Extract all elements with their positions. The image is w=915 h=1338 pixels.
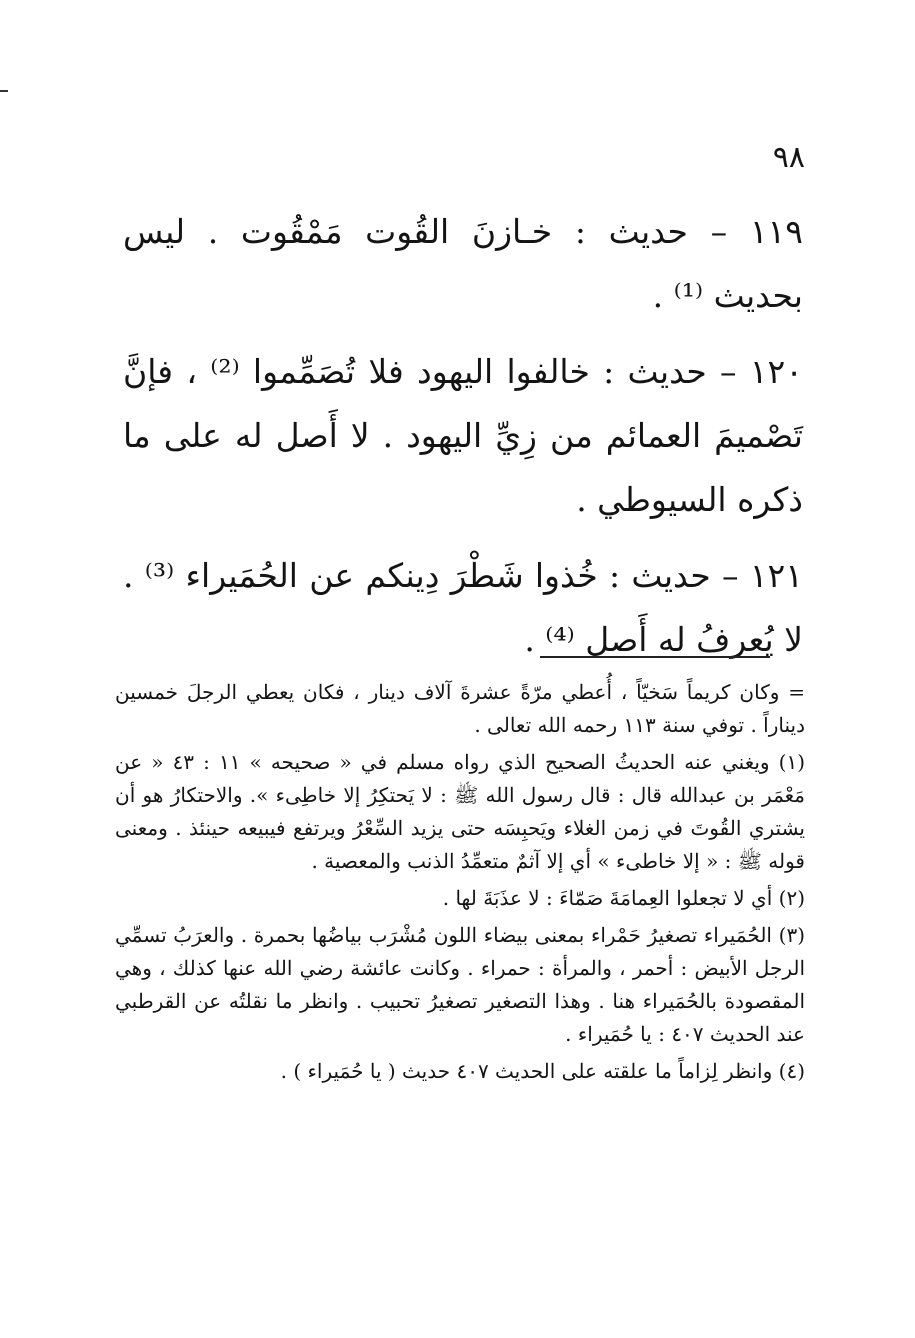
footnote-separator [540, 656, 770, 658]
footnote-4: (٤) وانظر لِزاماً ما علقته على الحديث ٤٠٧ حديث ( يا حُمَيراء ) . [280, 1059, 805, 1083]
entry-120: ١٢٠ – حديث : خالفوا اليهود فلا تُصَمِّموا ⁽²⁾ ، فإنَّ تَصْميمَ العمائم من زِيِّ اليهود . لا أَصل له على ما ذكره السيوطي . [123, 352, 803, 519]
entry-121: ١٢١ – حديث : خُذوا شَطْرَ دِينكم عن الحُمَيراء ⁽³⁾ . لا يُعرفُ له أَصل ⁽⁴⁾ . [123, 556, 803, 659]
hadith-entries [123, 200, 803, 684]
page-number: ٩٨ [772, 140, 805, 175]
footnote-3: (٣) الحُمَيراء تصغيرُ حَمْراء بمعنى بيضاء اللون مُشْرَب بياضُها بحمرة . والعرَبُ تسمِّي الرجل الأبيض : أحمر ، والمرأة : حمراء . وكانت عائشة رضي الله عنها كذلك ، وهي المقصودة بالحُمَيراء هنا . وهذا التصغير تصغيرُ تحبيب . وانظر ما نقلتُه عن القرطبي عند الحديث ٤٠٧ : يا حُمَيراء . [115, 923, 805, 1046]
footnote-continuation: = وكان كريماً سَخيّاً ، أُعطي مرّةً عشرةَ آلاف دينار ، فكان يعطي الرجلَ خمسين ديناراً . توفي سنة ١١٣ رحمه الله تعالى . [115, 680, 805, 737]
footnote-1: (١) ويغني عنه الحديثُ الصحيح الذي رواه مسلم في « صحيحه » ١١ : ٤٣ « عن مَعْمَر بن عبدالله قال : قال رسول الله ﷺ : لا يَحتكِرُ إلا خاطِىء ». والاحتكارُ هو أن يشتري القُوتَ في زمن الغلاء ويَحبِسَه حتى يزيد السِّعْرُ ويرتفع فيبيعه حينئذ . ومعنى قوله ﷺ : « إلا خاطىء » أي إلا آثمٌ متعمِّدُ الذنب والمعصية . [115, 750, 806, 873]
entry-119: ١١٩ – حديث : خـازنَ القُوت مَمْقُوت . ليس بحديث ⁽¹⁾ . [123, 212, 803, 315]
margin-mark [0, 90, 8, 92]
footnote-2: (٢) أي لا تجعلوا العِمامَةَ صَمّاءَ : لا عذَبَةَ لها . [442, 886, 805, 910]
footnotes [115, 676, 805, 1092]
